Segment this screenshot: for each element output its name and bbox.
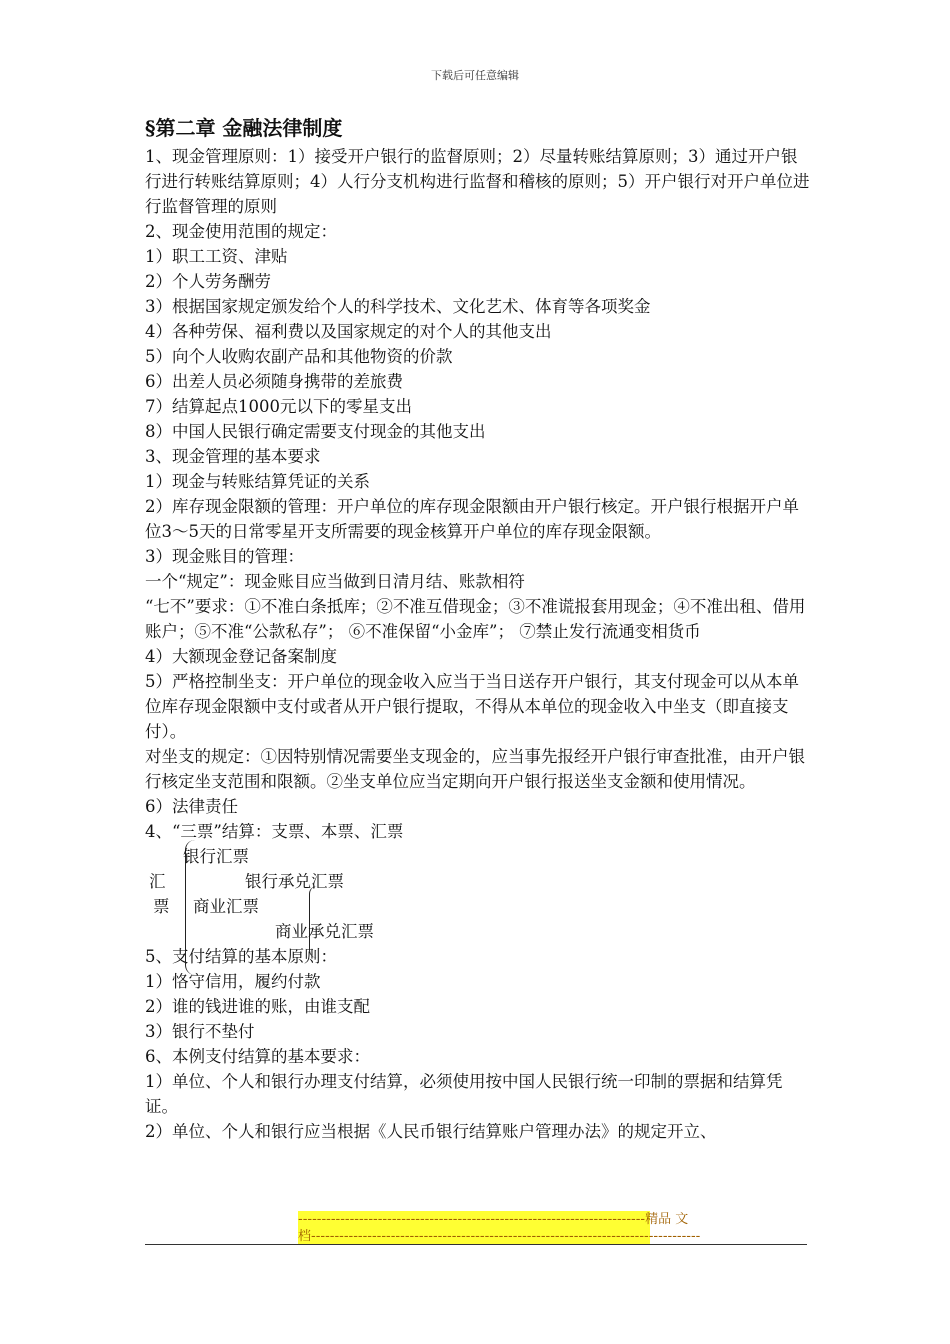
text-line: 4）大额现金登记备案制度	[145, 647, 337, 666]
text-line: 1、现金管理原则：1）接受开户银行的监督原则；2）尽量转账结算原则；3）通过开户银行进行转账结算原则；4）人行分支机构进行监督和稽核的原则；5）开户银行对开户单位进行监督管理的原则	[145, 147, 810, 216]
text-line: 1）恪守信用，履约付款	[145, 972, 321, 991]
text-line: 对坐支的规定：①因特别情况需要坐支现金的，应当事先报经开户银行审查批准，由开户银行核定坐支范围和限额。②坐支单位应当定期向开户银行报送坐支金额和使用情况。	[145, 747, 805, 791]
text-line: 2）谁的钱进谁的账，由谁支配	[145, 997, 370, 1016]
page-header-note: 下载后可任意编辑	[431, 69, 519, 82]
footer-line-1: --------------------------------------------------------------------------精品 文	[298, 1212, 689, 1227]
text-line: 6）法律责任	[145, 797, 238, 816]
section-lines-b	[145, 944, 810, 1144]
footer-highlight	[298, 1211, 701, 1245]
text-line: “七不”要求：①不准白条抵库；②不准互借现金；③不准谎报套用现金；④不准出租、借用账户；⑤不准“公款私存”； ⑥不准保留“小金库”； ⑦禁止发行流通变相货币	[145, 597, 806, 641]
tree-bank-acceptance: 银行承兑汇票	[245, 872, 344, 891]
text-line: 6、本例支付结算的基本要求：	[145, 1047, 370, 1066]
section-lines-a	[145, 144, 810, 844]
chapter-title: §第二章 金融法律制度	[145, 116, 343, 140]
text-line: 3）现金账目的管理：	[145, 547, 304, 566]
text-line: 7）结算起点1000元以下的零星支出	[145, 397, 412, 416]
text-line: 4、“三票”结算：支票、本票、汇票	[145, 822, 404, 841]
text-line: 1）现金与转账结算凭证的关系	[145, 472, 370, 491]
tree-root-bottom: 票	[153, 897, 170, 916]
text-line: 3）银行不垫付	[145, 1022, 255, 1041]
text-line: 3）根据国家规定颁发给个人的科学技术、文化艺术、体育等各项奖金	[145, 297, 651, 316]
tree-commercial-draft: 商业汇票	[193, 897, 259, 916]
footer-rule	[145, 1244, 807, 1245]
text-line: 1）单位、个人和银行办理支付结算，必须使用按中国人民银行统一印制的票据和结算凭证。	[145, 1072, 783, 1116]
text-line: 4）各种劳保、福利费以及国家规定的对个人的其他支出	[145, 322, 552, 341]
text-line: 3、现金管理的基本要求	[145, 447, 321, 466]
text-line: 8）中国人民银行确定需要支付现金的其他支出	[145, 422, 486, 441]
document-body	[145, 114, 810, 1144]
text-line: 1）职工工资、津贴	[145, 247, 288, 266]
tree-bank-draft: 银行汇票	[183, 847, 249, 866]
text-line: 5）向个人收购农副产品和其他物资的价款	[145, 347, 453, 366]
text-line: 一个“规定”：现金账目应当做到日清月结、账款相符	[145, 572, 525, 591]
tree-root-top: 汇	[149, 872, 166, 891]
text-line: 6）出差人员必须随身携带的差旅费	[145, 372, 403, 391]
footer-line-2: 档-----------------------------------------------------------------------------------	[298, 1229, 701, 1244]
tree-commercial-acceptance: 商业承兑汇票	[275, 922, 374, 941]
text-line: 5、支付结算的基本原则：	[145, 947, 337, 966]
draft-classification-tree	[145, 844, 810, 944]
text-line: 5）严格控制坐支：开户单位的现金收入应当于当日送存开户银行，其支付现金可以从本单位库存现金限额中支付或者从开户银行提取，不得从本单位的现金收入中坐支（即直接支付）。	[145, 672, 799, 741]
text-line: 2）库存现金限额的管理：开户单位的库存现金限额由开户银行核定。开户银行根据开户单位3～5天的日常零星开支所需要的现金核算开户单位的库存现金限额。	[145, 497, 799, 541]
text-line: 2、现金使用范围的规定：	[145, 222, 337, 241]
text-line: 2）单位、个人和银行应当根据《人民币银行结算账户管理办法》的规定开立、	[145, 1122, 717, 1141]
text-line: 2）个人劳务酬劳	[145, 272, 271, 291]
